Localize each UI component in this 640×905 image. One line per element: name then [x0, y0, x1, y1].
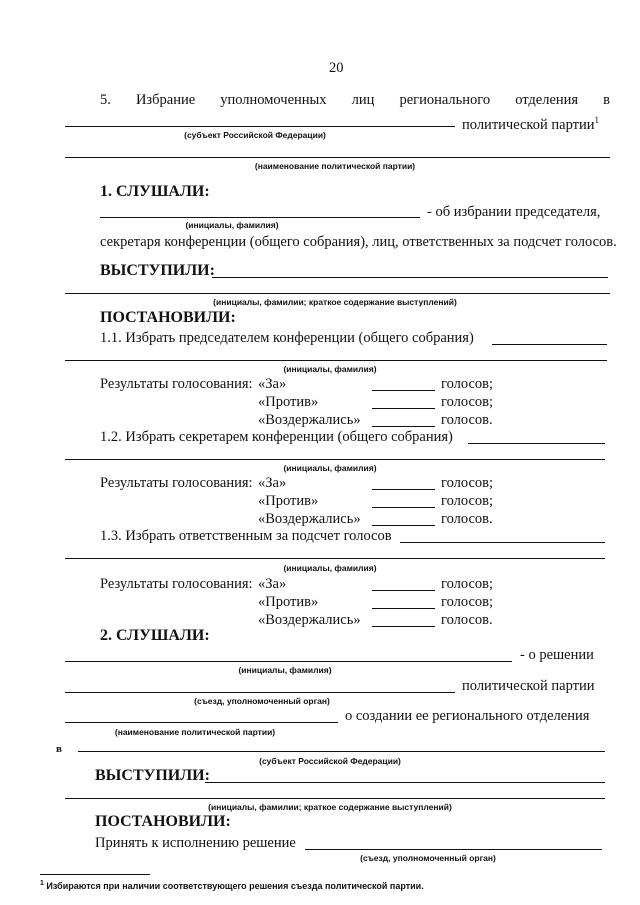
speeches-field-3[interactable] — [205, 782, 605, 783]
votes-unit: голосов; — [441, 475, 494, 491]
chair-field[interactable] — [492, 344, 607, 345]
congress-field-2[interactable] — [305, 849, 602, 850]
caption-congress: (съезд, уполномоченный орган) — [194, 696, 330, 706]
title-tail-text: политической партии — [462, 116, 595, 133]
footnote-rule — [40, 874, 150, 875]
spoke-heading-1: ВЫСТУПИЛИ: — [100, 262, 215, 279]
accept-text: Принять к исполнению решение — [95, 835, 296, 851]
caption-initials: (инициалы, фамилия) — [283, 563, 377, 573]
votes-for: «За» — [258, 376, 287, 392]
creation-text: о создании ее регионального отделения — [345, 708, 590, 724]
in-label: в — [56, 743, 62, 755]
votes-abstain-field[interactable] — [372, 626, 435, 627]
votes-label: Результаты голосования: — [100, 376, 253, 392]
congress-field[interactable] — [65, 692, 455, 693]
caption-initials: (инициалы, фамилия) — [283, 364, 377, 374]
caption-party: (наименование политической партии) — [254, 161, 416, 171]
item-1-3: 1.3. Избрать ответственным за подсчет голосов — [100, 528, 392, 544]
counter-field-2[interactable] — [65, 558, 605, 559]
speaker-field[interactable] — [100, 217, 420, 218]
party-name-field[interactable] — [65, 157, 610, 158]
caption-speeches: (инициалы, фамилии; краткое содержание выступлений) — [208, 802, 452, 812]
page-number: 20 — [329, 60, 344, 76]
party-name-field-2[interactable] — [65, 722, 338, 723]
caption-party: (наименование политической партии) — [114, 727, 276, 737]
footnote-mark: 1 — [594, 115, 599, 125]
spoke-heading-2: ВЫСТУПИЛИ: — [95, 767, 210, 784]
title-word: в — [603, 92, 610, 108]
votes-abstain-field[interactable] — [372, 525, 435, 526]
about-decision: - о решении — [520, 647, 594, 663]
footnote-text: Избираются при наличии соответствующего решения съезда политической партии. — [46, 881, 424, 891]
votes-unit: голосов; — [441, 576, 494, 592]
votes-unit: голосов; — [441, 493, 494, 509]
title-word: 5. — [100, 92, 111, 108]
resolved-heading-2: ПОСТАНОВИЛИ: — [95, 813, 231, 830]
votes-against-field[interactable] — [372, 507, 435, 508]
votes-abstain-field[interactable] — [372, 426, 435, 427]
votes-unit: голосов. — [441, 412, 493, 428]
votes-against: «Против» — [258, 594, 319, 610]
votes-for: «За» — [258, 475, 287, 491]
votes-abstain: «Воздержались» — [258, 412, 361, 428]
votes-against: «Против» — [258, 394, 319, 410]
speeches-field[interactable] — [212, 277, 608, 278]
title-word: лиц — [351, 92, 375, 108]
votes-unit: голосов. — [441, 612, 493, 628]
subject-field[interactable] — [65, 126, 455, 127]
title-word: регионального — [399, 92, 491, 108]
subject-field-2[interactable] — [78, 751, 605, 752]
votes-for: «За» — [258, 576, 287, 592]
about-text-2: секретаря конференции (общего собрания), лиц, ответственных за подсчет голосов. — [100, 234, 617, 250]
votes-for-field[interactable] — [372, 489, 435, 490]
footnote-mark: 1 — [40, 880, 44, 887]
votes-unit: голосов. — [441, 511, 493, 527]
footnote — [40, 880, 424, 891]
speeches-field-4[interactable] — [65, 798, 605, 799]
votes-for-field[interactable] — [372, 390, 435, 391]
secretary-field[interactable] — [468, 443, 605, 444]
caption-speeches: (инициалы, фамилии; краткое содержание выступлений) — [213, 297, 457, 307]
speeches-field-2[interactable] — [65, 293, 610, 294]
votes-unit: голосов; — [441, 376, 494, 392]
votes-for-field[interactable] — [372, 590, 435, 591]
title-word: отделения — [515, 92, 579, 108]
votes-against: «Против» — [258, 493, 319, 509]
item-1-2: 1.2. Избрать секретарем конференции (общего собрания) — [100, 429, 453, 445]
votes-abstain: «Воздержались» — [258, 511, 361, 527]
counter-field[interactable] — [400, 542, 605, 543]
heard-heading-1: 1. СЛУШАЛИ: — [100, 183, 210, 200]
resolved-heading-1: ПОСТАНОВИЛИ: — [100, 309, 236, 326]
title-tail — [462, 112, 599, 133]
votes-against-field[interactable] — [372, 608, 435, 609]
caption-congress: (съезд, уполномоченный орган) — [360, 853, 496, 863]
votes-label: Результаты голосования: — [100, 576, 253, 592]
caption-initials: (инициалы, фамилия) — [283, 463, 377, 473]
title-word: уполномоченных — [220, 92, 327, 108]
title-word: Избрание — [135, 92, 196, 108]
caption-initials: (инициалы, фамилия) — [238, 665, 332, 675]
secretary-field-2[interactable] — [65, 459, 605, 460]
party-text: политической партии — [462, 678, 595, 694]
caption-subject: (субъект Российской Федерации) — [184, 130, 326, 140]
caption-initials: (инициалы, фамилия) — [185, 220, 279, 230]
votes-abstain: «Воздержались» — [258, 612, 361, 628]
heard-heading-2: 2. СЛУШАЛИ: — [100, 627, 210, 644]
section-title — [100, 92, 610, 108]
votes-unit: голосов; — [441, 394, 494, 410]
votes-against-field[interactable] — [372, 408, 435, 409]
caption-subject: (субъект Российской Федерации) — [259, 756, 401, 766]
votes-label: Результаты голосования: — [100, 475, 253, 491]
votes-unit: голосов; — [441, 594, 494, 610]
chair-field-2[interactable] — [65, 360, 607, 361]
item-1-1: 1.1. Избрать председателем конференции (общего собрания) — [100, 330, 474, 346]
about-text: - об избрании председателя, — [427, 204, 601, 220]
speaker-field-2[interactable] — [65, 661, 512, 662]
